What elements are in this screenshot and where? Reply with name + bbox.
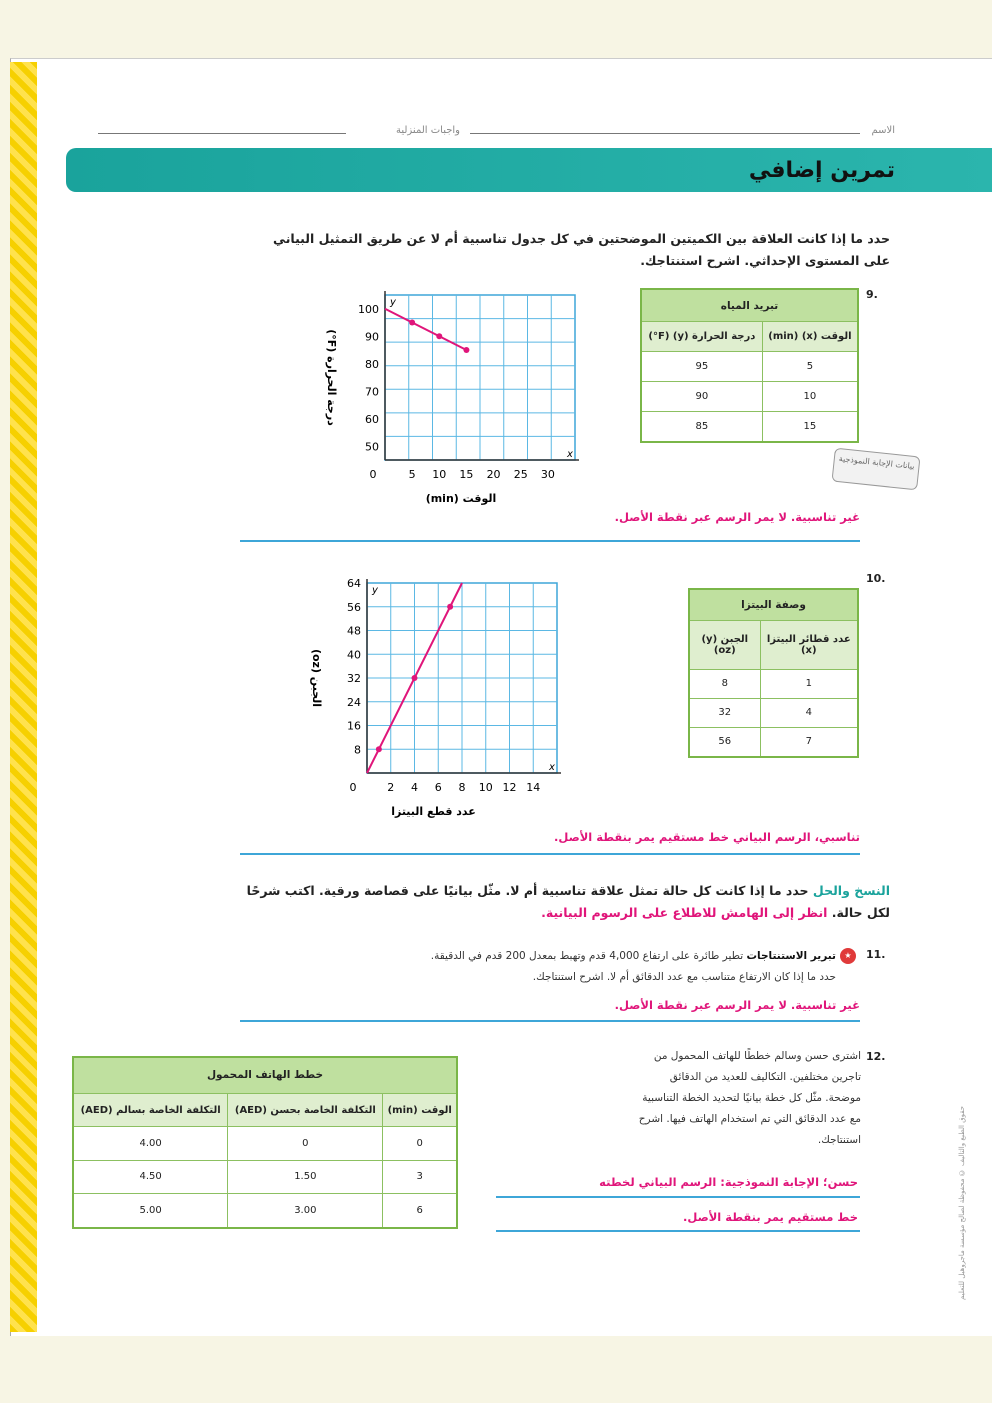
- column-header: درجة الحرارة (y) (F°): [641, 322, 762, 352]
- table-cell: 15: [762, 411, 858, 442]
- section-2-label: النسخ والحل: [812, 883, 890, 898]
- y-axis-label: الجبن (oz): [310, 648, 323, 708]
- x-tick-label: 0: [349, 781, 357, 794]
- table-row: [641, 381, 858, 411]
- data-point: [463, 347, 469, 353]
- x-tick-label: 5: [408, 468, 416, 481]
- y-tick-label: 8: [354, 743, 361, 757]
- x-tick-label: 6: [434, 781, 442, 794]
- table-caption: خطط الهاتف المحمول: [73, 1057, 457, 1093]
- y-tick-label: 60: [365, 412, 379, 426]
- column-header: الوقت (min): [383, 1093, 457, 1126]
- column-header: الوقت (x) (min): [762, 322, 858, 352]
- y-tick-label: 16: [347, 719, 361, 733]
- exercise-10-answer: تناسبي، الرسم البياني خط مستقيم يمر بنقطة الأصل.: [553, 830, 860, 844]
- exercise-9-table: [640, 288, 859, 443]
- table-cell: 3: [383, 1160, 457, 1193]
- y-tick-label: 48: [347, 624, 361, 638]
- x-tick-label: 10: [432, 468, 447, 481]
- chart-10: [295, 575, 575, 825]
- y-tick-label: 24: [347, 695, 361, 709]
- table-cell: 85: [641, 411, 762, 442]
- table-cell: 1: [760, 669, 858, 698]
- table-cell: 90: [641, 381, 762, 411]
- exercise-12-number: 12.: [866, 1050, 886, 1063]
- y-tick-label: 100: [358, 302, 379, 316]
- x-tick-label: 8: [458, 781, 466, 794]
- table-cell: 1.50: [228, 1160, 383, 1193]
- x-axis-label: عدد قطع البيتزا: [391, 805, 476, 818]
- copyright-margin: حقوق الطبع والتأليف © محفوظة لصالح مؤسسة ماجروهيل للتعليم: [958, 1105, 966, 1300]
- answer-line: [240, 1020, 860, 1022]
- exercise-9-answer: غير تناسبية. لا يمر الرسم عبر نقطة الأصل.: [614, 510, 860, 524]
- homework-label: واجبات المنزلية: [395, 125, 460, 136]
- x-tick-label: 30: [540, 468, 555, 481]
- y-tick-label: 50: [365, 440, 379, 454]
- table-caption: تبريد المياه: [641, 289, 858, 322]
- y-tick-label: 32: [347, 672, 361, 685]
- x-tick-label: 4: [411, 781, 418, 794]
- table-cell: 4.50: [73, 1160, 228, 1193]
- column-header: عدد قطائر البيتزا (x): [760, 621, 858, 670]
- y-tick-label: 90: [365, 330, 379, 344]
- exercise-12-line: مع عدد الدقائق التي تم استخدام الهاتف فيها. اشرح: [638, 1113, 861, 1125]
- chart-9: [300, 285, 590, 515]
- x-tick-label: 10: [478, 781, 493, 794]
- answer-line: [496, 1230, 860, 1232]
- y-tick-label: 40: [347, 648, 361, 662]
- exercise-12-line: تاجرين مختلفين. التكاليف للعديد من الدقائق: [669, 1071, 861, 1083]
- exercise-12-line: موضحة. مثّل كل خطة بيانيًا لتحديد الخطة التناسبية: [642, 1092, 861, 1104]
- table-cell: 56: [689, 727, 760, 757]
- table-cell: 8: [689, 669, 760, 698]
- section-2-text: حدد ما إذا كانت كل حالة تمثل علاقة تناسبية أم لا. مثّل بيانيًا على قصاصة ورقية. اكتب شرحًا لكل حالة.: [246, 883, 890, 920]
- table-cell: 95: [641, 351, 762, 381]
- data-point: [376, 746, 382, 752]
- x-tick-label: 25: [513, 468, 528, 481]
- x-tick-label: 20: [486, 468, 501, 481]
- y-axis-name: y: [390, 297, 396, 308]
- y-tick-label: 70: [365, 385, 379, 399]
- table-cell: 4.00: [73, 1127, 228, 1160]
- y-tick-label: 56: [347, 600, 361, 614]
- table-cell: 5.00: [73, 1194, 228, 1228]
- y-tick-label: 80: [365, 357, 379, 371]
- table-row: [689, 698, 858, 727]
- instructions: حدد ما إذا كانت العلاقة بين الكميتين الموضحتين في كل جدول تناسبية أم لا عن طريق التمثيل البياني على المستوى الإحداثي. اشرح استنتاجك.: [273, 231, 890, 268]
- x-axis-name: x: [549, 762, 555, 773]
- table-cell: 0: [383, 1127, 457, 1160]
- y-tick-label: 64: [347, 577, 361, 590]
- x-axis-name: x: [567, 449, 573, 460]
- table-row: [641, 411, 858, 442]
- table-row: [689, 669, 858, 698]
- table-cell: 0: [228, 1127, 383, 1160]
- x-tick-label: 12: [502, 781, 517, 794]
- homework-line: [98, 133, 346, 134]
- exercise-11-heading: تبرير الاستنتاجات: [746, 950, 836, 962]
- answer-line: [496, 1196, 860, 1198]
- table-cell: 3.00: [228, 1194, 383, 1228]
- table-cell: 7: [760, 727, 858, 757]
- table-row: [73, 1194, 457, 1228]
- data-point: [447, 604, 453, 610]
- exercise-11-line: حدد ما إذا كان الارتفاع متناسب مع عدد الدقائق أم لا. اشرح استنتاجك.: [532, 971, 836, 983]
- table-cell: 6: [383, 1194, 457, 1228]
- y-axis-name: y: [372, 585, 378, 596]
- exercise-12-table: [72, 1056, 458, 1229]
- table-cell: 10: [762, 381, 858, 411]
- table-cell: 32: [689, 698, 760, 727]
- x-tick-label: 0: [369, 468, 377, 481]
- name-label: الاسم: [871, 125, 895, 136]
- table-cell: 4: [760, 698, 858, 727]
- exercise-11-number: 11.: [866, 948, 886, 961]
- data-point: [412, 675, 418, 681]
- reasoning-icon: ★: [840, 948, 856, 964]
- x-tick-label: 14: [526, 781, 541, 794]
- answer-line: [240, 540, 860, 542]
- exercise-10-number: 10.: [866, 572, 886, 585]
- page-title: تمرين إضافي: [748, 158, 895, 183]
- x-axis-label: الوقت (min): [425, 492, 497, 505]
- exercise-12-line: اشترى حسن وسالم خططًا للهاتف المحمول من: [653, 1050, 861, 1062]
- x-tick-label: 15: [459, 468, 474, 481]
- yellow-margin-strip: [10, 62, 37, 1332]
- exercise-11-text: [240, 946, 836, 988]
- exercise-11-line: تطير طائرة على ارتفاع 4,000 قدم وتهبط بمعدل 200 قدم في الدقيقة.: [430, 950, 744, 962]
- exercise-10-table: [688, 588, 859, 758]
- column-header: التكلفة الخاصة بسالم (AED): [73, 1093, 228, 1126]
- answer-line: [240, 853, 860, 855]
- table-row: [641, 351, 858, 381]
- exercise-12-answer-1: حسن؛ الإجابة النموذجية: الرسم البياني لخطته: [599, 1175, 858, 1189]
- table-row: [689, 727, 858, 757]
- exercise-12-answer-2: خط مستقيم يمر بنقطة الأصل.: [682, 1210, 858, 1224]
- section-2-instructions: [240, 880, 890, 924]
- table-caption: وصفة البيتزا: [689, 589, 858, 621]
- column-header: الجبن (y) (oz): [689, 621, 760, 670]
- table-cell: 5: [762, 351, 858, 381]
- table-row: [73, 1127, 457, 1160]
- column-header: التكلفة الخاصة بحسن (AED): [228, 1093, 383, 1126]
- exercise-12-line: استنتاجك.: [817, 1134, 861, 1146]
- name-line: [470, 133, 860, 134]
- side-note: بيانات الإجابة النموذجية: [831, 448, 920, 491]
- y-axis-label: درجة الحرارة (F°): [325, 329, 338, 426]
- exercise-12-text: [496, 1046, 861, 1151]
- exercise-11-answer: غير تناسبية. لا يمر الرسم عبر نقطة الأصل.: [614, 998, 860, 1012]
- section-2-note: انظر إلى الهامش للاطلاع على الرسوم البيانية.: [541, 905, 828, 920]
- table-row: [73, 1160, 457, 1193]
- data-point: [436, 333, 442, 339]
- data-point: [409, 320, 415, 326]
- x-tick-label: 2: [387, 781, 395, 794]
- exercise-9-number: 9.: [866, 288, 878, 301]
